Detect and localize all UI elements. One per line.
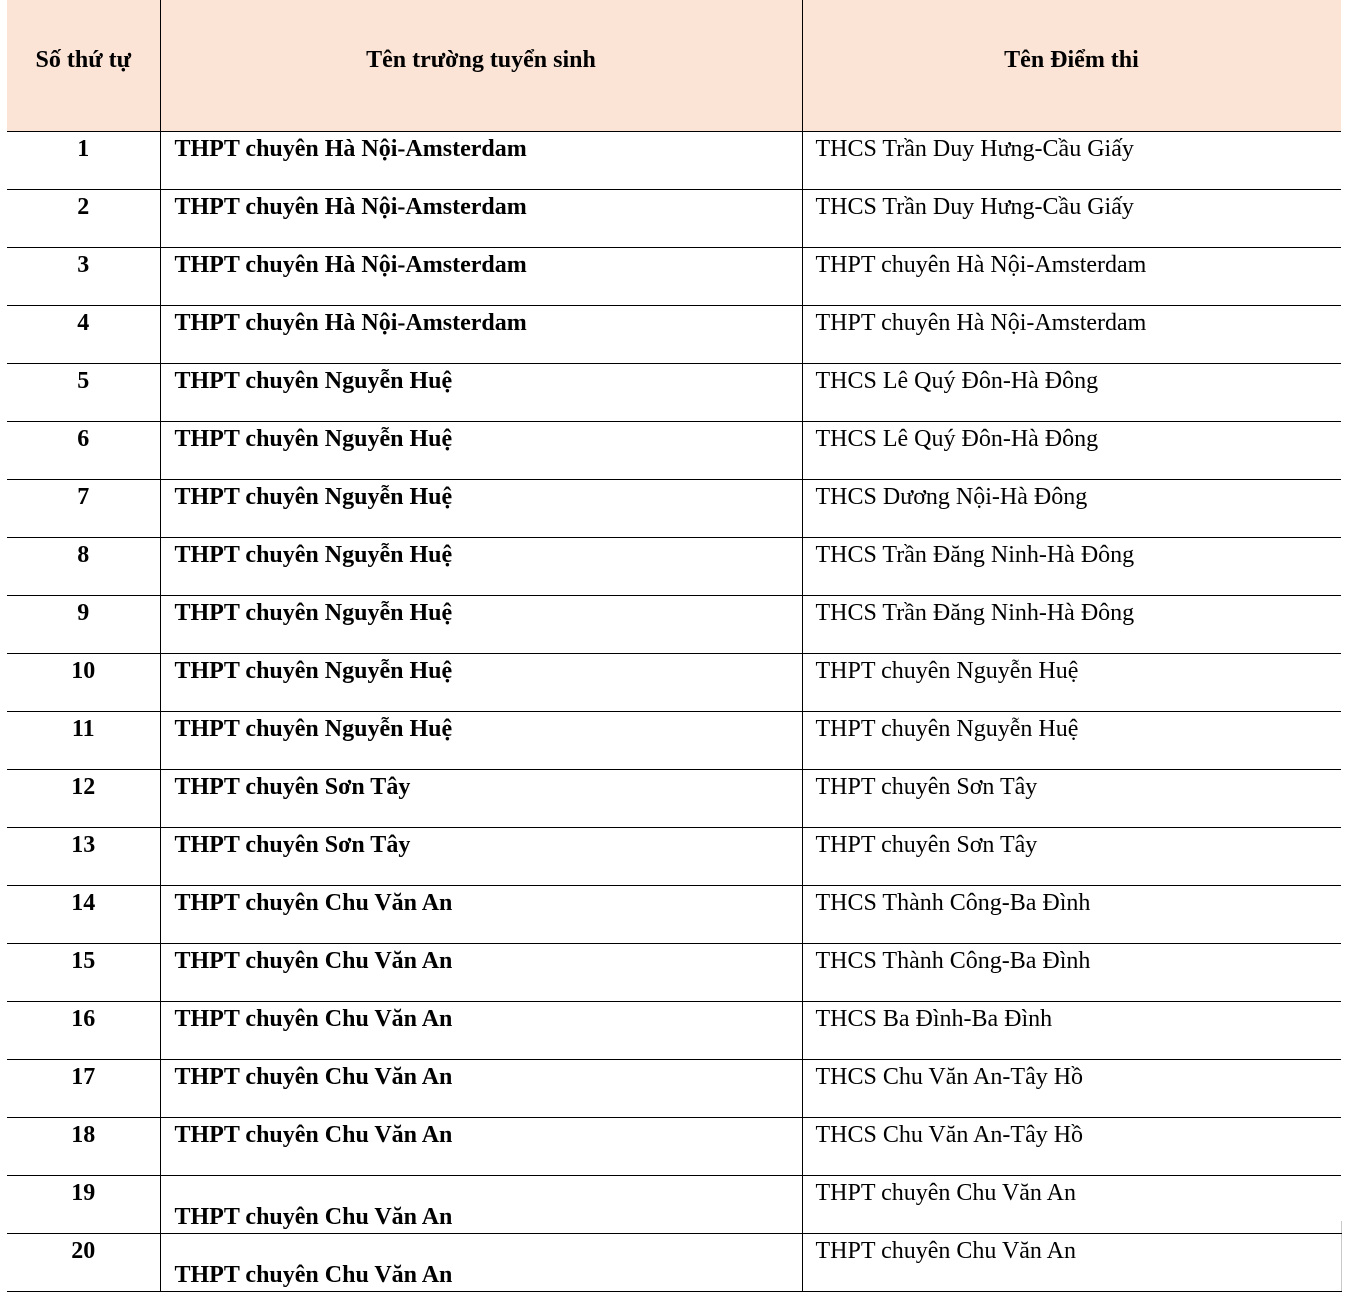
row-number: 18 xyxy=(7,1118,160,1176)
row-number: 15 xyxy=(7,944,160,1002)
row-exam-venue: THPT chuyên Sơn Tây xyxy=(802,828,1341,886)
row-number: 16 xyxy=(7,1002,160,1060)
row-number: 4 xyxy=(7,306,160,364)
table-row xyxy=(7,654,1341,712)
header-venue: Tên Điểm thi xyxy=(802,0,1341,132)
row-number: 1 xyxy=(7,132,160,190)
table-row xyxy=(7,944,1341,1002)
row-school-name: THPT chuyên Sơn Tây xyxy=(160,770,802,828)
row-exam-venue: THPT chuyên Nguyễn Huệ xyxy=(802,654,1341,712)
row-exam-venue: THCS Dương Nội-Hà Đông xyxy=(802,480,1341,538)
row-exam-venue: THCS Trần Duy Hưng-Cầu Giấy xyxy=(802,132,1341,190)
table-row xyxy=(7,828,1341,886)
row-exam-venue: THPT chuyên Hà Nội-Amsterdam xyxy=(802,248,1341,306)
row-number: 6 xyxy=(7,422,160,480)
row-school-name: THPT chuyên Nguyễn Huệ xyxy=(160,422,802,480)
row-school-name: THPT chuyên Hà Nội-Amsterdam xyxy=(160,248,802,306)
table-row xyxy=(7,1002,1341,1060)
row-number: 13 xyxy=(7,828,160,886)
table-row xyxy=(7,1060,1341,1118)
row-number: 7 xyxy=(7,480,160,538)
row-school-name: THPT chuyên Nguyễn Huệ xyxy=(160,538,802,596)
row-number: 19 xyxy=(7,1176,160,1234)
row-exam-venue: THPT chuyên Sơn Tây xyxy=(802,770,1341,828)
header-number: Số thứ tự xyxy=(7,0,160,132)
table-row xyxy=(7,1118,1341,1176)
header-row xyxy=(7,0,1341,132)
row-exam-venue: THPT chuyên Chu Văn An xyxy=(802,1176,1341,1234)
row-exam-venue: THPT chuyên Chu Văn An xyxy=(802,1234,1341,1292)
row-exam-venue: THCS Lê Quý Đôn-Hà Đông xyxy=(802,422,1341,480)
row-exam-venue: THCS Thành Công-Ba Đình xyxy=(802,944,1341,1002)
table-row xyxy=(7,248,1341,306)
table-row xyxy=(7,190,1341,248)
row-exam-venue: THCS Trần Đăng Ninh-Hà Đông xyxy=(802,538,1341,596)
row-school-name: THPT chuyên Nguyễn Huệ xyxy=(160,654,802,712)
row-school-name: THPT chuyên Hà Nội-Amsterdam xyxy=(160,190,802,248)
header-school: Tên trường tuyển sinh xyxy=(160,0,802,132)
table-row xyxy=(7,712,1341,770)
row-exam-venue: THPT chuyên Hà Nội-Amsterdam xyxy=(802,306,1341,364)
row-school-name: THPT chuyên Chu Văn An xyxy=(160,886,802,944)
row-number: 9 xyxy=(7,596,160,654)
row-number: 5 xyxy=(7,364,160,422)
row-number: 8 xyxy=(7,538,160,596)
exam-venue-table xyxy=(7,0,1342,1292)
row-number: 2 xyxy=(7,190,160,248)
row-exam-venue: THPT chuyên Nguyễn Huệ xyxy=(802,712,1341,770)
table-row xyxy=(7,132,1341,190)
row-number: 17 xyxy=(7,1060,160,1118)
row-number: 12 xyxy=(7,770,160,828)
table-row xyxy=(7,480,1341,538)
row-school-name: THPT chuyên Nguyễn Huệ xyxy=(160,364,802,422)
row-school-name: THPT chuyên Chu Văn An xyxy=(160,1002,802,1060)
row-number: 10 xyxy=(7,654,160,712)
page-gutter xyxy=(1341,0,1353,1221)
row-school-name: THPT chuyên Nguyễn Huệ xyxy=(160,596,802,654)
row-school-name: THPT chuyên Chu Văn An xyxy=(160,1176,802,1234)
table-body xyxy=(7,132,1341,1292)
row-school-name: THPT chuyên Chu Văn An xyxy=(160,1060,802,1118)
table-row xyxy=(7,1234,1341,1292)
table-row xyxy=(7,538,1341,596)
row-number: 11 xyxy=(7,712,160,770)
row-number: 14 xyxy=(7,886,160,944)
row-school-name: THPT chuyên Sơn Tây xyxy=(160,828,802,886)
row-school-name: THPT chuyên Chu Văn An xyxy=(160,1234,802,1292)
row-school-name: THPT chuyên Chu Văn An xyxy=(160,1118,802,1176)
row-school-name: THPT chuyên Hà Nội-Amsterdam xyxy=(160,306,802,364)
row-exam-venue: THCS Lê Quý Đôn-Hà Đông xyxy=(802,364,1341,422)
row-school-name: THPT chuyên Chu Văn An xyxy=(160,944,802,1002)
table-header xyxy=(7,0,1341,132)
row-exam-venue: THCS Trần Duy Hưng-Cầu Giấy xyxy=(802,190,1341,248)
row-exam-venue: THCS Chu Văn An-Tây Hồ xyxy=(802,1060,1341,1118)
row-school-name: THPT chuyên Nguyễn Huệ xyxy=(160,480,802,538)
row-exam-venue: THCS Thành Công-Ba Đình xyxy=(802,886,1341,944)
row-number: 20 xyxy=(7,1234,160,1292)
row-school-name: THPT chuyên Nguyễn Huệ xyxy=(160,712,802,770)
table-row xyxy=(7,886,1341,944)
row-number: 3 xyxy=(7,248,160,306)
table-row xyxy=(7,596,1341,654)
table-row xyxy=(7,770,1341,828)
table-row xyxy=(7,422,1341,480)
table-row xyxy=(7,364,1341,422)
table-row xyxy=(7,306,1341,364)
table-row xyxy=(7,1176,1341,1234)
row-school-name: THPT chuyên Hà Nội-Amsterdam xyxy=(160,132,802,190)
row-exam-venue: THCS Ba Đình-Ba Đình xyxy=(802,1002,1341,1060)
row-exam-venue: THCS Trần Đăng Ninh-Hà Đông xyxy=(802,596,1341,654)
row-exam-venue: THCS Chu Văn An-Tây Hồ xyxy=(802,1118,1341,1176)
